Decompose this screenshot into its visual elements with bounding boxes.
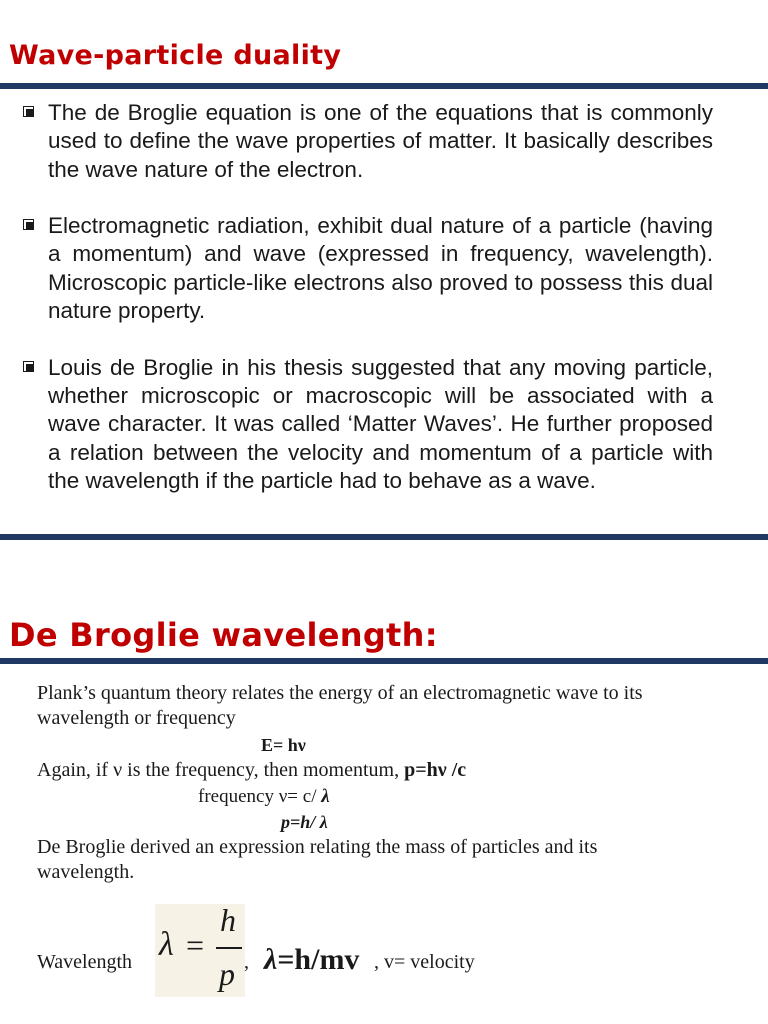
velocity-note: , v= velocity [374,951,475,973]
fraction-denominator: p [219,956,235,992]
de-broglie-formula [264,940,359,980]
equation-energy: E= hν [261,735,306,755]
formula-lambda: λ [264,943,278,976]
text-line-de-broglie-derived: De Broglie derived an expression relating the mass of particles and its [37,836,598,858]
text-line-plank-theory: Plank’s quantum theory relates the energy of an electromagnetic wave to its [37,682,643,704]
fraction-equals: = [186,927,205,963]
momentum-formula: p=hν /c [404,759,467,781]
title-underline-rule [0,658,768,664]
bullet-item [22,99,713,184]
wavelength-label: Wavelength [37,951,133,973]
bullet-item [22,212,713,325]
text-line-momentum [37,758,466,783]
text-line-wavelength: wavelength. [37,861,135,883]
bullet-text: Electromagnetic radiation, exhibit dual nature of a particle (having a momentum) and wave (expressed in frequency, wavelength). Microscopic particle-like electrons also proved to possess this dual nature property. [48,213,713,324]
text-line-wavelength-or-frequency: wavelength or frequency [37,707,236,729]
square-bullet-icon [23,106,34,117]
fraction-lambda: λ [159,926,174,963]
bullet-text: The de Broglie equation is one of the equations that is commonly used to define the wave properties of matter. It basically describes the wave nature of the electron. [48,100,713,182]
section-divider-rule [0,534,768,540]
section-title-wave-particle-duality: Wave-particle duality [9,40,342,71]
momentum-text: Again, if ν is the frequency, then momentum, [37,759,405,781]
equation-momentum: p=h/ λ [281,812,328,832]
bullet-item [22,354,713,495]
square-bullet-icon [23,219,34,230]
fraction-numerator: h [220,902,236,938]
bullet-list [22,99,713,495]
section-title-de-broglie-wavelength: De Broglie wavelength: [9,616,438,654]
frequency-lambda: λ [321,786,330,807]
square-bullet-icon [23,361,34,372]
fraction-bar [216,947,242,949]
equation-frequency [198,784,330,809]
bullet-text: Louis de Broglie in his thesis suggested that any moving particle, whether microscopic or macroscopic will be associated with a wave character. It was called ‘Matter Waves’. He further proposed a relation between the velocity and momentum of a particle with the wavelength if the particle had to behave as a wave. [48,354,713,493]
frequency-text: frequency ν= c/ [198,786,322,807]
formula-rest: =h/mv [277,943,360,976]
title-underline-rule [0,83,768,89]
fraction-comma: , [244,951,249,973]
